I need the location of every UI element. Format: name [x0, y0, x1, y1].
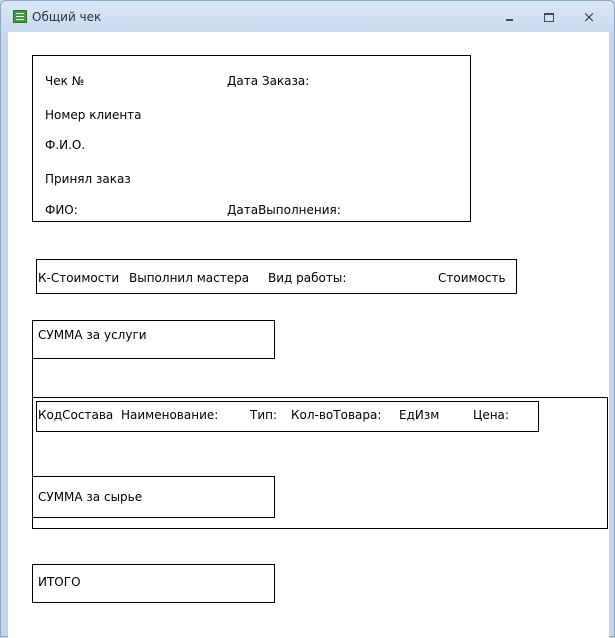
client-number-label: Номер клиента	[45, 108, 142, 122]
minimize-icon	[506, 19, 513, 21]
section-frame-right	[607, 397, 608, 529]
section-bottom	[32, 528, 608, 529]
minimize-button[interactable]	[496, 7, 522, 27]
check-number-label: Чек №	[45, 74, 85, 88]
title-bar[interactable]	[1, 1, 614, 31]
report-icon	[13, 10, 27, 23]
grand-total-label: ИТОГО	[38, 575, 81, 589]
materials-total-label: СУММА за сырье	[38, 490, 143, 504]
services-column-cost-key: К-Стоимости	[38, 271, 120, 285]
services-column-master: Выполнил мастера	[129, 271, 250, 285]
services-column-work-type: Вид работы:	[268, 271, 347, 285]
close-button[interactable]	[576, 7, 602, 27]
services-column-price: Стоимость	[438, 271, 506, 285]
materials-column-quantity: Кол-воТовара:	[291, 408, 382, 422]
materials-column-unit: ЕдИзм	[399, 408, 440, 422]
materials-column-name: Наименование:	[121, 408, 219, 422]
window-title: Общий чек	[32, 10, 102, 24]
materials-column-code: КодСостава	[38, 408, 114, 422]
fio-label: ФИО:	[45, 203, 78, 217]
accepted-by-label: Принял заказ	[45, 172, 131, 186]
materials-column-type: Тип:	[250, 408, 278, 422]
completion-date-label: ДатаВыполнения:	[227, 203, 341, 217]
order-date-label: Дата Заказа:	[227, 74, 310, 88]
maximize-icon	[544, 13, 554, 22]
materials-column-price: Цена:	[473, 408, 509, 422]
report-canvas	[8, 32, 609, 638]
full-name-label: Ф.И.О.	[45, 138, 86, 152]
maximize-button[interactable]	[536, 7, 562, 27]
services-total-label: СУММА за услуги	[38, 328, 147, 342]
close-icon: ×	[582, 8, 596, 26]
section-divider	[32, 397, 608, 398]
